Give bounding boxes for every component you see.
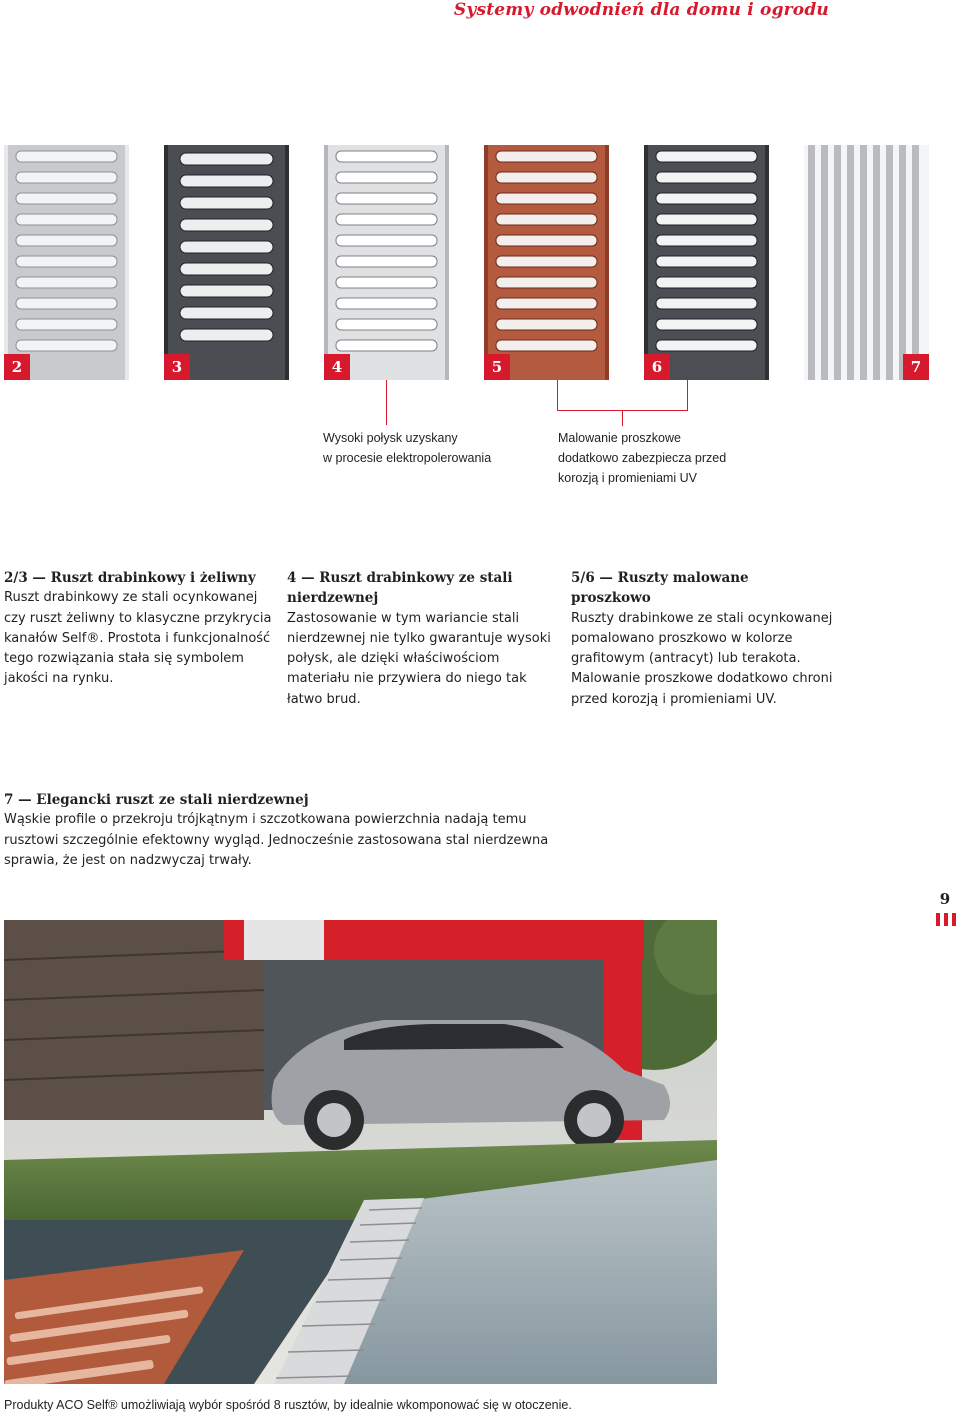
cast-iron-grate	[164, 145, 289, 380]
page-marker-bars-icon	[936, 913, 956, 926]
ladder-grate-terracotta	[484, 145, 609, 380]
grate-number-badge: 3	[164, 354, 190, 380]
grate-image-2	[4, 145, 129, 380]
longitudinal-stainless-grate	[804, 145, 929, 380]
grate-number-badge: 2	[4, 354, 30, 380]
section-heading-cont: proszkowo	[571, 590, 651, 607]
grate-image-5	[484, 145, 609, 380]
section-heading: 2/3 — Ruszt drabinkowy i żeliwny	[4, 570, 256, 586]
footer-caption: Produkty ACO Self® umożliwiają wybór spośród 8 rusztów, by idealnie wkomponować się w otoczenie.	[4, 1398, 572, 1412]
grate-number-badge: 7	[903, 354, 929, 380]
ladder-grate-anthracite	[644, 145, 769, 380]
callout-bracket	[557, 380, 688, 411]
callout-line	[622, 410, 623, 426]
section-2-3: 2/3 — Ruszt drabinkowy i żeliwny Ruszt drabinkowy ze stali ocynkowanej czy ruszt żeliwny to klasyczne przykrycia kanałów Self®. Prostota i funkcjonalność tego rozwiązania stała się symbolem jakości na rynku.	[4, 570, 272, 687]
section-5-6: 5/6 — Ruszty malowane proszkowo Ruszty drabinkowe ze stali ocynkowanej pomalowano proszkowo w kolorze grafitowym (antracyt) lub terakota. Malowanie proszkowe dodatkowo chroni przed korozją i promieniami UV.	[571, 570, 833, 707]
section-heading: 4 — Ruszt drabinkowy ze stali	[287, 570, 513, 586]
section-7: 7 — Elegancki ruszt ze stali nierdzewnej Wąskie profile o przekroju trójkątnym i szczotkowana powierzchnia nadają temu rusztowi szczególnie efektowny wygląd. Jednocześnie zastosowana stal nierdzewna sprawia, że jest on nadzwyczaj trwały.	[4, 792, 549, 868]
grate-image-4	[324, 145, 449, 380]
grate-number-badge: 4	[324, 354, 350, 380]
page-header-title: Systemy odwodnień dla domu i ogrodu	[453, 0, 829, 20]
section-heading: 5/6 — Ruszty malowane	[571, 570, 749, 586]
grate-image-3	[164, 145, 289, 380]
grate-number-badge: 5	[484, 354, 510, 380]
section-4: 4 — Ruszt drabinkowy ze stali nierdzewnej Zastosowanie w tym wariancie stali nierdzewnej nie tylko gwarantuje wysoki połysk, ale dzięki właściwościom materiału nie przywiera do niego tak łatwo brud.	[287, 570, 551, 707]
section-heading-cont: nierdzewnej	[287, 590, 379, 607]
callout-line	[386, 380, 387, 425]
caption-powder-coating: Malowanie proszkowe dodatkowo zabezpiecza przed korozją i promieniami UV	[558, 431, 727, 485]
ladder-grate-galvanized	[4, 145, 129, 380]
ladder-grate-stainless	[324, 145, 449, 380]
grate-image-6	[644, 145, 769, 380]
driveway-scene	[4, 920, 717, 1384]
grate-number-badge: 6	[644, 354, 670, 380]
hero-photo-driveway	[4, 920, 717, 1384]
caption-electropolish: Wysoki połysk uzyskany w procesie elektropolerowania	[323, 431, 492, 465]
grate-image-7	[804, 145, 929, 380]
page-number: 9	[939, 890, 951, 908]
section-heading: 7 — Elegancki ruszt ze stali nierdzewnej	[4, 792, 309, 808]
